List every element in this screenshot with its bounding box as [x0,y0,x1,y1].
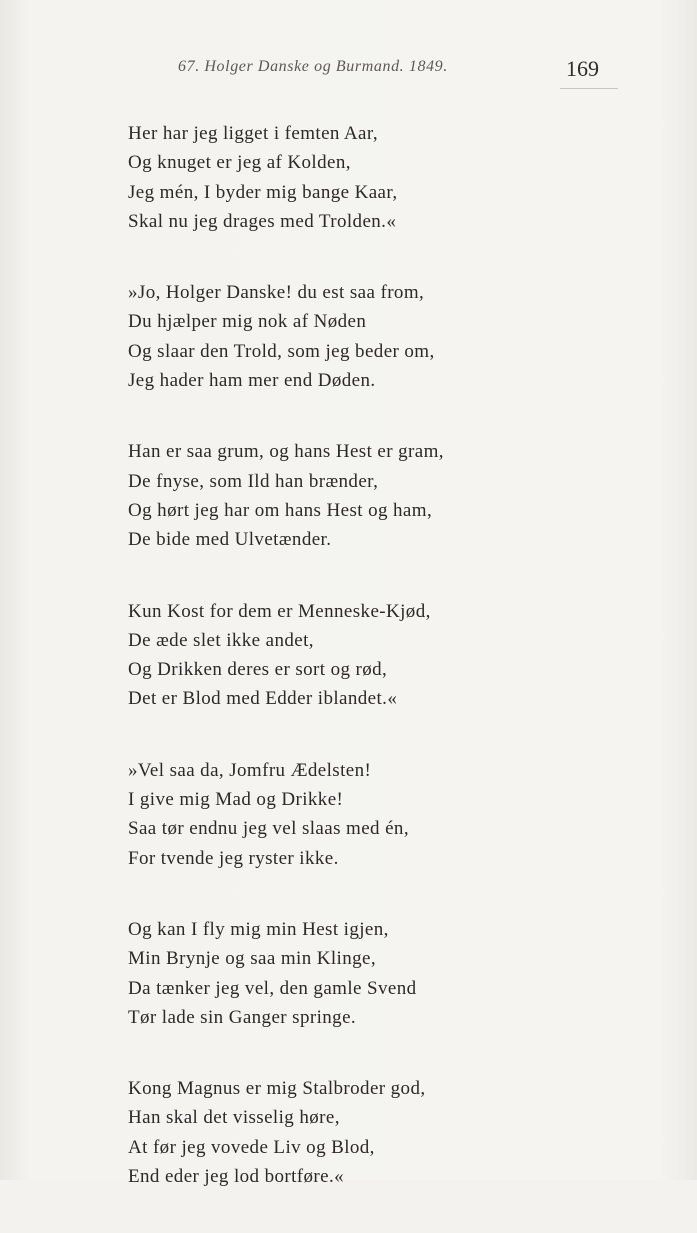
verse-line: Han er saa grum, og hans Hest er gram, [128,441,444,463]
verse-line: Og kan I fly mig min Hest igjen, [128,918,389,940]
verse-line: Skal nu jeg drages med Trolden.« [128,210,397,232]
stanza [128,597,648,714]
verse-line: Jeg hader ham mer end Døden. [128,370,376,392]
verse-line: »Jo, Holger Danske! du est saa from, [128,282,425,304]
verse-line: Kong Magnus er mig Stalbroder god, [128,1078,426,1100]
header-rule [560,88,618,89]
verse-line: Her har jeg ligget i femten Aar, [128,123,378,144]
stanza [128,278,648,395]
verse-line: Og Drikken deres er sort og rød, [128,659,388,681]
verse-line: End eder jeg lod bortføre.« [128,1166,345,1188]
running-head [0,56,697,86]
verse-line: At før jeg vovede Liv og Blod, [128,1136,375,1158]
stanza [128,756,648,873]
verse-line: Det er Blod med Edder iblandet.« [128,688,398,710]
verse-line: Og knuget er jeg af Kolden, [128,152,351,174]
poem [128,119,648,1233]
stanza [128,119,648,236]
verse-line: De fnyse, som Ild han brænder, [128,470,379,492]
verse-line: Han skal det visselig høre, [128,1107,340,1129]
stanza [128,437,648,554]
page-number: 169 [566,56,599,81]
verse-line: Og hørt jeg har om hans Hest og ham, [128,499,433,521]
verse-line: »Vel saa da, Jomfru Ædelsten! [128,759,372,781]
verse-line: Min Brynje og saa min Klinge, [128,948,377,970]
verse-line: Da tænker jeg vel, den gamle Svend [128,977,417,999]
verse-line: Du hjælper mig nok af Nøden [128,311,367,333]
stanza [128,915,648,1032]
verse-line: For tvende jeg ryster ikke. [128,847,339,869]
stanza [128,1074,648,1191]
verse-line: De bide med Ulvetænder. [128,529,332,551]
verse-line: I give mig Mad og Drikke! [128,789,344,811]
verse-line: Saa tør endnu jeg vel slaas med én, [128,818,409,840]
verse-line: Jeg mén, I byder mig bange Kaar, [128,181,398,203]
verse-line: De æde slet ikke andet, [128,629,314,651]
verse-line: Og slaar den Trold, som jeg beder om, [128,340,435,362]
verse-line: Kun Kost for dem er Menneske-Kjød, [128,600,431,622]
verse-line: Tør lade sin Ganger springe. [128,1006,357,1028]
running-title: 67. Holger Danske og Burmand. 1849. [178,58,448,75]
